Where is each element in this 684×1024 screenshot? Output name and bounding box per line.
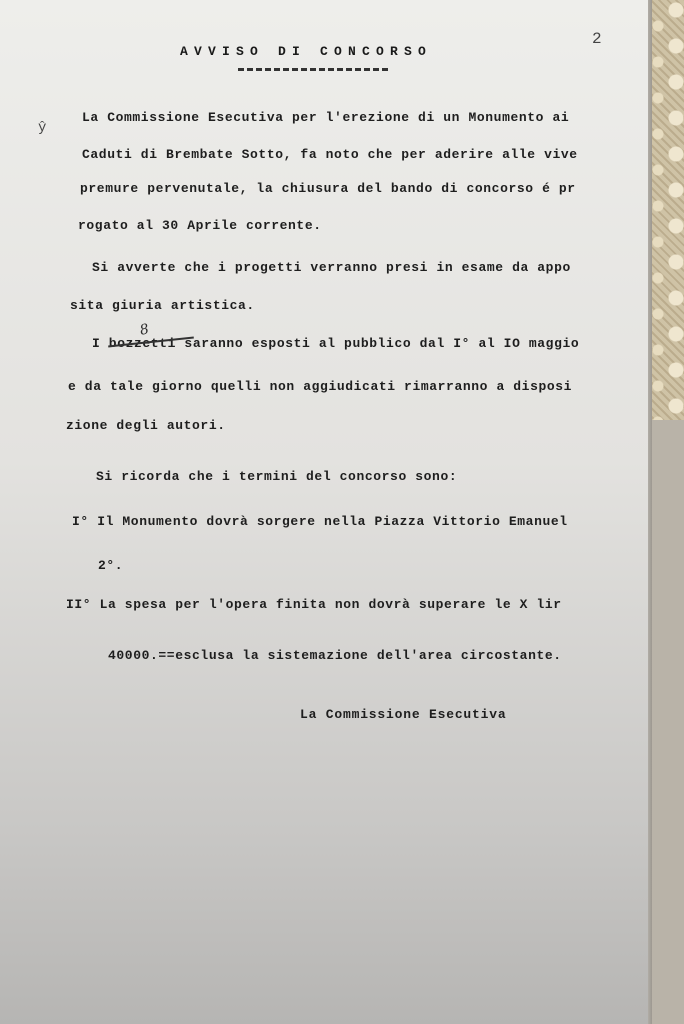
text-line-11: I° Il Monumento dovrà sorgere nella Piazza Vittorio Emanuel xyxy=(72,514,568,529)
handwritten-correction: 8 xyxy=(138,321,151,339)
text-line-9: zione degli autori. xyxy=(66,418,226,433)
text-line-13: II° La spesa per l'opera finita non dovrà superare le X lir xyxy=(66,597,562,612)
text-line-1: La Commissione Esecutiva per l'erezione di un Monumento ai xyxy=(82,110,570,125)
text-line-5: Si avverte che i progetti verranno presi in esame da appo xyxy=(92,260,571,275)
text-line-2: Caduti di Brembate Sotto, fa noto che per aderire alle vive xyxy=(82,147,578,162)
text-line-3: premure pervenutale, la chiusura del bando di concorso é pr xyxy=(80,181,576,196)
text-line-8: e da tale giorno quelli non aggiudicati rimarranno a disposi xyxy=(68,379,573,394)
text-line-6: sita giuria artistica. xyxy=(70,298,255,313)
text-line-7: I bozzetti saranno esposti al pubblico dal I° al IO maggio xyxy=(92,336,580,351)
page-number: 2 xyxy=(592,30,602,48)
text-line-4: rogato al 30 Aprile corrente. xyxy=(78,218,322,233)
title-underline xyxy=(238,68,388,71)
margin-mark: ŷ xyxy=(38,120,47,136)
signature-line: La Commissione Esecutiva xyxy=(300,707,507,722)
text-line-10: Si ricorda che i termini del concorso sono: xyxy=(96,469,458,484)
text-line-12: 2°. xyxy=(98,558,124,573)
document-title: AVVISO DI CONCORSO xyxy=(180,44,433,59)
text-line-14: 40000.==esclusa la sistemazione dell'area circostante. xyxy=(108,648,562,663)
